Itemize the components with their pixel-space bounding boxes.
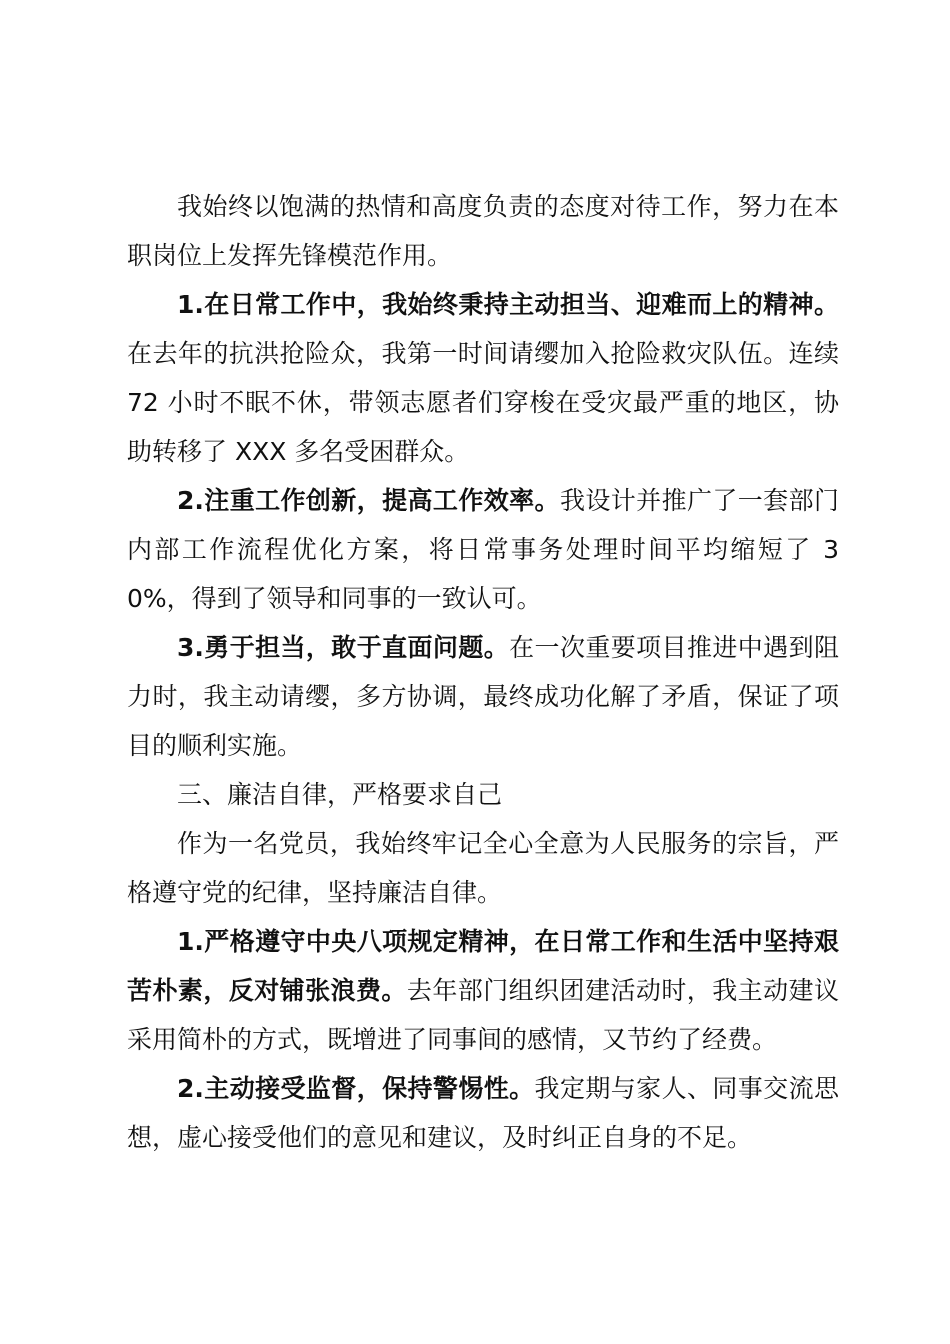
point-3-text: 在一次重要项目推进中遇到阻力时，我主动请缨，多方协调，最终成功化解了矛盾，保证了项目的顺利实施。 <box>127 633 839 760</box>
section-point-1-lead: 1.严格遵守中央八项规定精神，在日常工作和生活中坚持艰苦朴素，反对铺张浪费。 <box>127 927 839 1005</box>
section-intro-paragraph <box>127 819 839 917</box>
intro-text: 我始终以饱满的热情和高度负责的态度对待工作，努力在本职岗位上发挥先锋模范作用。 <box>127 192 839 270</box>
section-point-1-paragraph <box>127 917 839 1064</box>
point-2-paragraph <box>127 476 839 623</box>
point-1-lead: 1.在日常工作中，我始终秉持主动担当、迎难而上的精神。 <box>177 290 839 319</box>
section-point-1-text: 去年部门组织团建活动时，我主动建议采用简朴的方式，既增进了同事间的感情，又节约了经费。 <box>127 976 839 1054</box>
point-3-lead: 3.勇于担当，敢于直面问题。 <box>177 633 510 662</box>
section-point-2-lead: 2.主动接受监督，保持警惕性。 <box>177 1074 535 1103</box>
intro-paragraph <box>127 182 839 280</box>
section-point-2-text: 我定期与家人、同事交流思想，虚心接受他们的意见和建议，及时纠正自身的不足。 <box>127 1074 839 1152</box>
section-point-2-paragraph <box>127 1064 839 1162</box>
point-2-lead: 2.注重工作创新，提高工作效率。 <box>177 486 560 515</box>
point-2-text: 我设计并推广了一套部门内部工作流程优化方案，将日常事务处理时间平均缩短了 30%，得到了领导和同事的一致认可。 <box>127 486 839 613</box>
section-heading: 三、廉洁自律，严格要求自己 <box>177 780 503 809</box>
point-1-text: 在去年的抗洪抢险众，我第一时间请缨加入抢险救灾队伍。连续 72 小时不眠不休，带领志愿者们穿梭在受灾最严重的地区，协助转移了 XXX 多名受困群众。 <box>127 339 839 466</box>
point-1-paragraph <box>127 280 839 476</box>
document-body <box>127 182 839 1162</box>
point-3-paragraph <box>127 623 839 770</box>
section-intro-text: 作为一名党员，我始终牢记全心全意为人民服务的宗旨，严格遵守党的纪律，坚持廉洁自律。 <box>127 829 839 907</box>
